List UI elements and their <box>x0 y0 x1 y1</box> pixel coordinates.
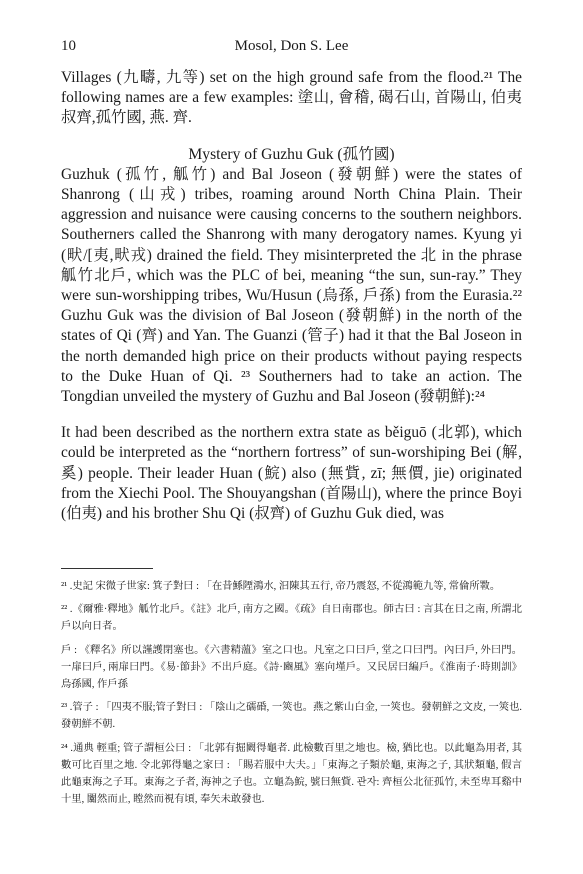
closing-paragraph: It had been described as the northern extra state as běiguō (北郭), which could be interpreted as the “northern fortress” of sun-worshiping Bei (解, 奚) people. Their leader Huan (鯇) also (無貲, zī; 無價, jie) originated from the Xiechi Pool. The Shouyangshan (首陽山), where the prince Boyi (伯夷) and his brother Shu Qi (叔齊) of Guzhu Guk died, was <box>61 424 522 523</box>
footnote-24: ²⁴ .通典 輕重; 管子謂桓公曰 : 「北郭有掘闕得龜者. 此檢數百里之地也。檢, 猶比也。以此龜為用者, 其數可比百里之地. 令北郭得龜之家曰 : 「賜若服中大夫。」「東海之子類於龜, 東海之子, 其狀類龜, 假言此龜東海之子耳。東海之子者, 海神之子也。立龜為鯇, 號曰無貲. 관자: 齊桓公北征孤竹, 未至卑耳谿中十里, 闟然而止, 瞠然而視有頃, 奉矢未敢發也. <box>61 742 522 806</box>
footnotes <box>61 578 522 814</box>
page-header <box>61 38 522 58</box>
footnote-22: ²² .《爾雅·釋地》觚竹北戶。《註》北戶, 南方之國。《疏》自日南郡也。師古曰 : 言其在日之南, 所謂北戶以向日者。 <box>61 604 522 633</box>
section-title: Mystery of Guzhu Guk (孤竹國) <box>188 145 395 163</box>
footnote-rule <box>61 568 153 569</box>
footnote-22-continued: 戶 : 《釋名》所以謹護閉塞也。《六書精薀》室之口也。凡室之口曰戶, 堂之口曰門。內曰戶, 外曰門。一扉曰戶, 兩扉曰門。《易·節卦》不出戶庭。《詩·豳風》塞向墐戶。又民居曰編戶。《淮南子·時則訓》烏孫國, 作戶孫 <box>61 644 522 691</box>
page-number: 10 <box>61 38 76 54</box>
running-head: Mosol, Don S. Lee <box>234 38 349 54</box>
intro-paragraph: Villages (九疇, 九等) set on the high ground safe from the flood.²¹ The following names are a few examples: 塗山, 會稽, 碣石山, 首陽山, 伯夷叔齊,孤竹國, 燕. 齊. <box>61 69 522 127</box>
main-paragraph: Guzhuk (孤竹, 觚竹) and Bal Joseon (發朝鮮) were the states of Shanrong (山戎) tribes, roaming around North China Plain. Their aggression and nuisance were causing concerns to the southern neighbors. Southerners called the Shanrong with many derogatory names. Kyung yi (畎/[夷,畎戎) drained the field. They misinterpreted the 北 in the phrase 觚竹北戶, which was the PLC of bei, meaning “the sun, sun-ray.” They were sun-worshipping tribes, Wu/Husun (烏孫, 戶孫) from the Eurasia.²² Guzhu Guk was the division of Bal Joseon (發朝鮮) in the north of the states of Qi (齊) and Yan. The Guanzi (管子) had it that the Bal Joseon in the north demanded high price on their products without paying respects to the Duke Huan of Qi. ²³ Southerners had to take an action. The Tongdian unveiled the mystery of Guzhu and Bal Joseon (發朝鮮):²⁴ <box>61 165 522 406</box>
footnote-21: ²¹ .史記 宋微子世家: 箕子對曰 : 「在昔鯀陻鴻水, 汩陳其五行, 帝乃震怒, 不從鴻範九等, 常倫所斁。 <box>61 581 501 592</box>
body-text <box>61 68 522 524</box>
footnote-23: ²³ .管子 : 「四夷不服;管子對曰 : 「陰山之礝碈, 一筴也。燕之紫山白金, 一筴也。發朝鮮之文皮, 一筴也. 發朝鮮不朝. <box>61 702 522 731</box>
